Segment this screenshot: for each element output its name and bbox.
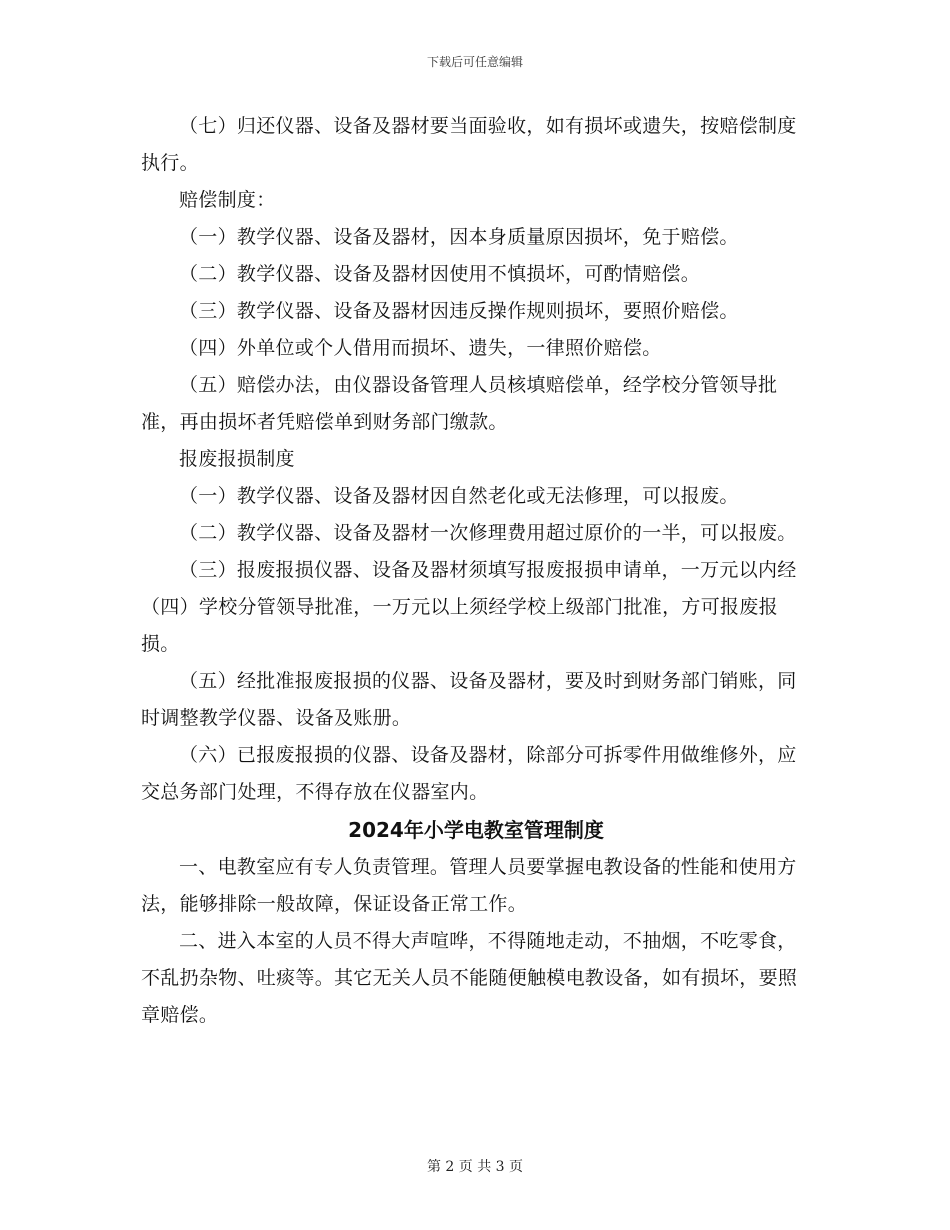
paragraph-return-rule: （七）归还仪器、设备及器材要当面验收，如有损坏或遗失，按赔偿制度执行。	[141, 115, 797, 174]
paragraph-scrap-5: （五）经批准报废报损的仪器、设备及器材，要及时到财务部门销账，同时调整教学仪器、设备及账册。	[141, 670, 797, 729]
paragraph-av-2: 二、进入本室的人员不得大声喧哗，不得随地走动，不抽烟，不吃零食，不乱扔杂物、吐痰等。其它无关人员不能随便触模电教设备，如有损坏，要照章赔偿。	[141, 930, 798, 1026]
heading-compensation: 赔偿制度：	[179, 189, 276, 211]
paragraph-av-1: 一、电教室应有专人负责管理。管理人员要掌握电教设备的性能和使用方法，能够排除一般故障，保证设备正常工作。	[141, 856, 797, 915]
paragraph-scrap-3: （三）报废报损仪器、设备及器材须填写报废报损申请单，一万元以内经（四）学校分管领导批准，一万元以上须经学校上级部门批准，方可报废报损。	[141, 559, 797, 655]
paragraph-comp-3: （三）教学仪器、设备及器材因违反操作规则损坏，要照价赔偿。	[179, 300, 739, 322]
paragraph-comp-1: （一）教学仪器、设备及器材，因本身质量原因损坏，免于赔偿。	[179, 226, 739, 248]
heading-scrap: 报废报损制度	[179, 448, 295, 470]
page-footer: 第 2 页 共 3 页	[426, 1159, 524, 1175]
paragraph-comp-5: （五）赔偿办法，由仪器设备管理人员核填赔偿单，经学校分管领导批准，再由损坏者凭赔偿单到财务部门缴款。	[141, 374, 778, 433]
section-title: 2024年小学电教室管理制度	[348, 818, 604, 842]
paragraph-comp-2: （二）教学仪器、设备及器材因使用不慎损坏，可酌情赔偿。	[179, 263, 701, 285]
paragraph-scrap-2: （二）教学仪器、设备及器材一次修理费用超过原价的一半，可以报废。	[179, 522, 797, 544]
paragraph-scrap-1: （一）教学仪器、设备及器材因自然老化或无法修理，可以报废。	[179, 485, 739, 507]
paragraph-scrap-6: （六）已报废报损的仪器、设备及器材，除部分可拆零件用做维修外，应交总务部门处理，不得存放在仪器室内。	[141, 744, 797, 803]
page-header: 下载后可任意编辑	[426, 55, 523, 69]
paragraph-comp-4: （四）外单位或个人借用而损坏、遗失，一律照价赔偿。	[179, 337, 662, 359]
document-body	[141, 108, 811, 1034]
